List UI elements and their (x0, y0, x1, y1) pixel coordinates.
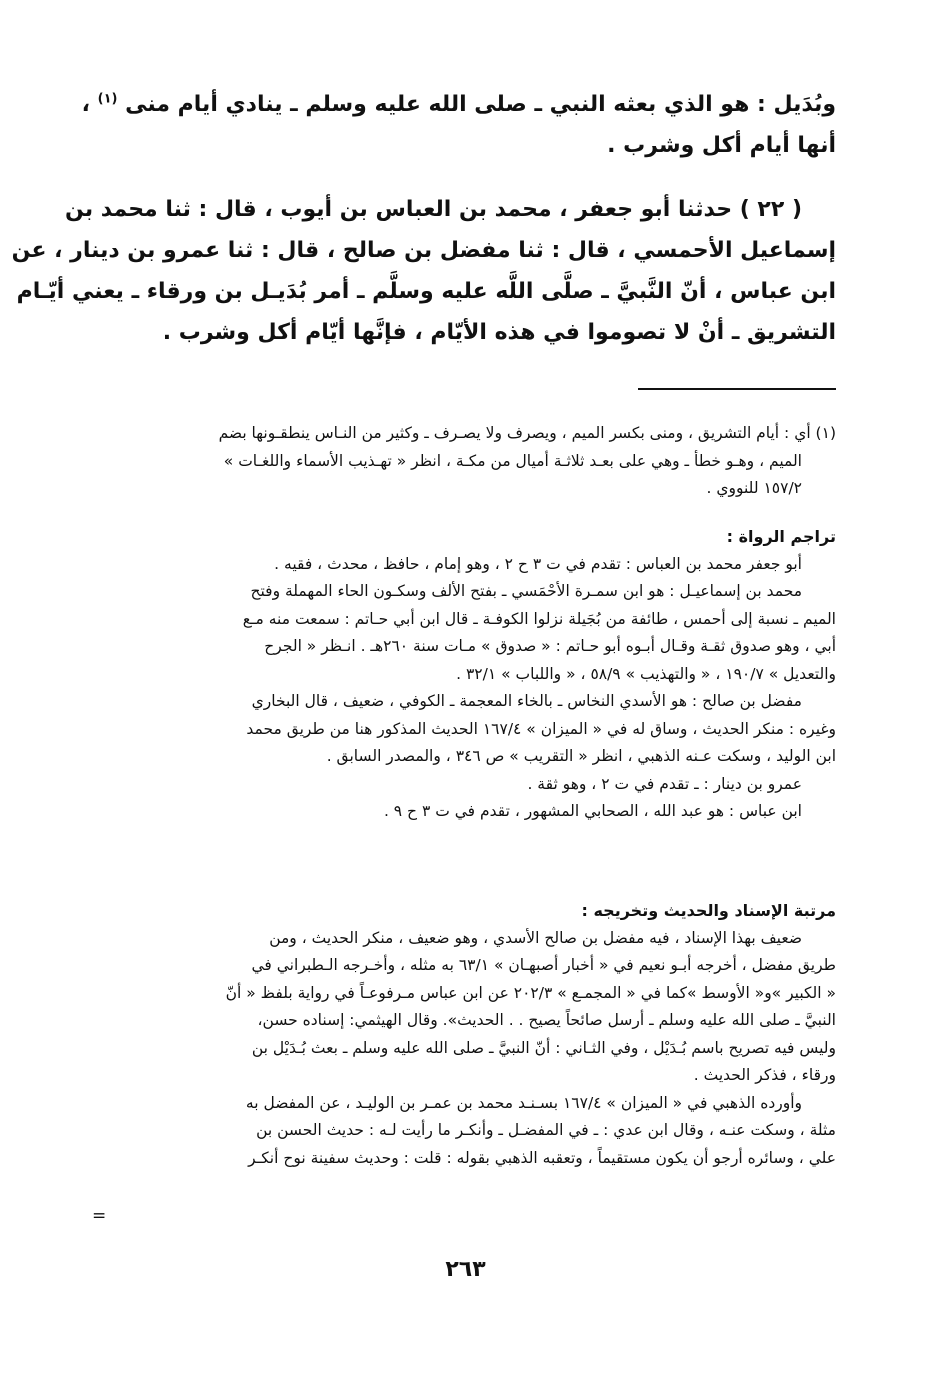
hadith-line: التشريق ـ أنْ لا تصوموا في هذه الأيّام ، فإنَّها أيّام أكل وشرب . (162, 320, 836, 345)
footnote-line: (١) أي : أيام التشريق ، ومنى بكسر الميم ، ويصرف ولا يصـرف ـ وكثير من النـاس ينطقـونها بضم (218, 424, 836, 442)
grading-line: ضعيف بهذا الإسناد ، فيه مفضل بن صالح الأسدي ، وهو ضعيف ، منكر الحديث ، ومن (269, 928, 802, 947)
narrator-mufaddal: وغيره : منكر الحديث ، وساق له في « الميزان » ١٦٧/٤ الحديث المذكور هنا من طريق محمد (246, 719, 836, 738)
hadith-line: إسماعيل الأحمسي ، قال : ثنا مفضل بن صالح ، قال : ثنا عمرو بن دينار ، عن (11, 238, 836, 263)
intro-line-1: وبُدَيل : هو الذي بعثه النبي ـ صلى الله عليه وسلم ـ ينادي أيام منى $^{(١)}$ ، (81, 91, 836, 117)
grading-line: مثلة ، وسكت عنـه ، وقال ابن عدي : ـ في المفضـل ـ وأنكـر ما رأيت لـه : حديث الحسن بن (256, 1121, 836, 1139)
footnote-line: ١٥٧/٢ للنووي . (706, 479, 802, 497)
intro-line-2: أنها أيام أكل وشرب . (607, 133, 836, 158)
hadith-22-paragraph (11, 189, 836, 353)
narrator-muhammad-ismail: والتعديل » ١٩٠/٧ ، « والتهذيب » ٥٨/٩ ، « واللباب » ٣٢/١ . (456, 664, 836, 683)
footnote-line: الميم ، وهـو خطأ ـ وهي على بعـد ثلاثـة أميال من مكـة ، انظر « تهـذيب الأسماء واللغـات » (223, 451, 802, 470)
page-number: ٢٦٣ (445, 1257, 486, 1282)
grading-section (95, 897, 836, 1172)
grading-line: علي ، وسائره أرجو أن يكون مستقيماً ، وتعقبه الذهبي بقوله : قلت : وحديث سفينة نوح أنكـر (248, 1148, 836, 1167)
narrator-muhammad-ismail: محمد بن إسماعيـل : هو ابن سمـرة الأحْمَسي ـ بفتح الألف وسكـون الحاء المهملة وفتح (250, 582, 802, 600)
narrator-mufaddal: ابن الوليد ، وسكت عـنه الذهبي ، انظر « التقريب » ص ٣٤٦ ، والمصدر السابق . (326, 747, 836, 765)
narrators-heading: تراجم الرواة : (726, 527, 836, 546)
narrator-muhammad-ismail: الميم ـ نسبة إلى أحمس ، طائفة من بُجَيلة نزلوا الكوفـة ـ قال ابن أبي حـاتم : سمعت منه مـع (242, 609, 836, 628)
grading-line: وأورده الذهبي في « الميزان » ١٦٧/٤ بسـنـد محمد بن عمـر بن الوليـد ، عن المفضل به (245, 1093, 802, 1112)
footnote-1 (95, 420, 836, 503)
continuation-mark: = (92, 1206, 107, 1226)
grading-line: وليس فيه تصريح باسم بُـدَيْل ، وفي الثـاني : أنّ النبيَّ ـ صلى الله عليه وسلم ـ بعث بُـدَيْل بن (251, 1038, 836, 1057)
narrator-muhammad-ismail: أبي ، وهو صدوق ثقـة وقـال أبـوه أبو حـاتم : « صدوق » مـات سنة ٢٦٠هـ . انـظر « الجرح (264, 637, 836, 655)
grading-line: ورقاء ، فذكر الحديث . (693, 1066, 836, 1084)
narrator-abu-jafar: أبو جعفر محمد بن العباس : تقدم في ت ٣ ح ٢ ، وهو إمام ، حافظ ، محدث ، فقيه . (274, 554, 802, 573)
intro-paragraph (81, 84, 836, 166)
grading-heading: مرتبة الإسناد والحديث وتخريجه : (581, 901, 836, 920)
narrator-mufaddal: مفضل بن صالح : هو الأسدي النخاس ـ بالخاء المعجمة ـ الكوفي ، ضعيف ، قال البخاري (251, 692, 802, 710)
grading-line: طريق مفضل ، أخرجه أبـو نعيم في « أخبار أصبهـان » ٦٣/١ به مثله ، وأخـرجه الـطبراني في (251, 956, 836, 974)
hadith-line: ابن عباس ، أنّ النَّبيَّ ـ صلَّى اللَّه عليه وسلَّم ـ أمر بُدَيـل بن ورقاء ـ يعني أيّـام (16, 279, 836, 304)
grading-line: « الكبير »و« الأوسط »كما في « المجمـع » ٢٠٢/٣ عن ابن عباس مـرفوعـاً في رواية بلفظ « أنّ (225, 983, 836, 1002)
narrator-ibn-abbas: ابن عباس : هو عبد الله ، الصحابي المشهور ، تقدم في ت ٣ ح ٩ . (383, 802, 802, 820)
narrators-section (95, 523, 836, 826)
footnote-ref[interactable]: (١) (97, 91, 118, 107)
hadith-line: ( ٢٢ ) حدثنا أبو جعفر ، محمد بن العباس بن أيوب ، قال : ثنا محمد بن (65, 197, 802, 222)
narrator-amr: عمرو بن دينار : ـ تقدم في ت ٢ ، وهو ثقة . (527, 774, 802, 793)
grading-line: النبيَّ ـ صلى الله عليه وسلم ـ أرسل صائحاً يصيح . . الحديث». وقال الهيثمي: إسناده حسن، (257, 1011, 836, 1029)
footnote-separator (638, 388, 836, 390)
